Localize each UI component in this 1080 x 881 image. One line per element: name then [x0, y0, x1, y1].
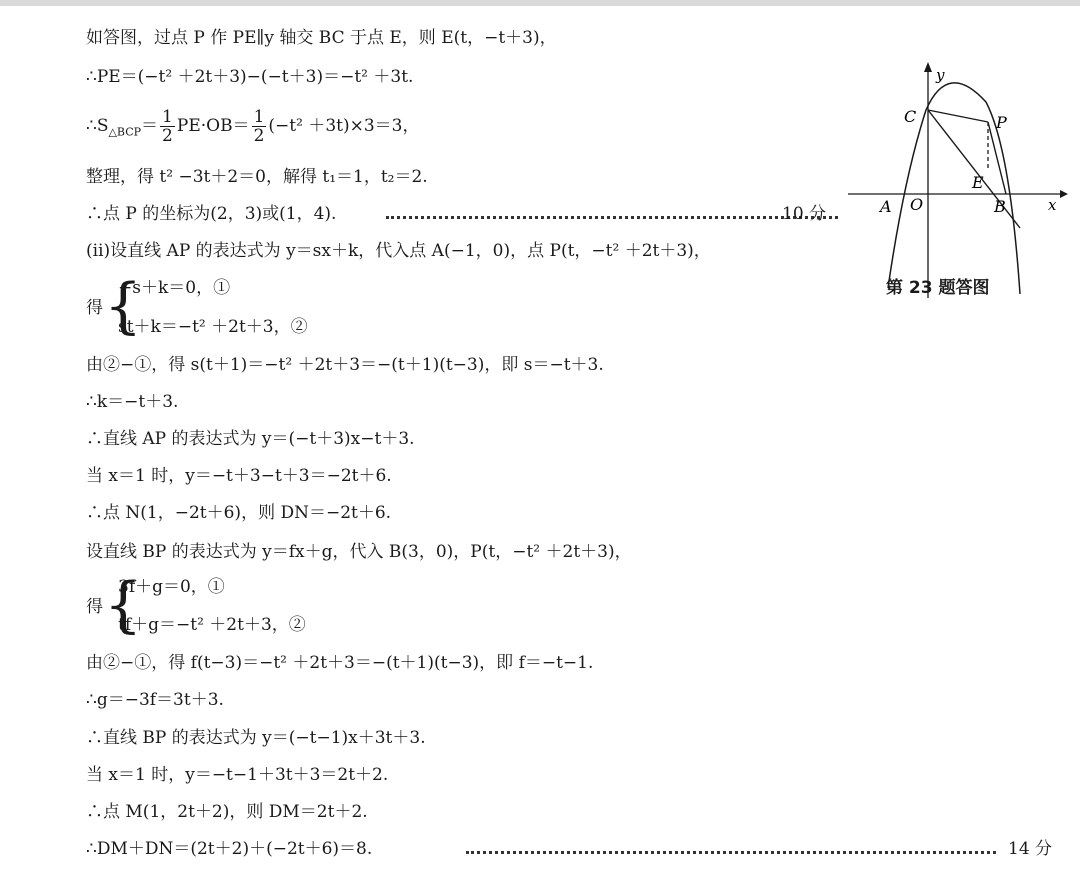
line-18: 当 x＝1 时，y＝−t−1＋3t＋3＝2t＋2.	[86, 765, 389, 785]
score-leader-dots-1	[386, 216, 838, 219]
line-8: 由②−①，得 s(t＋1)＝−t² ＋2t＋3＝−(t＋1)(t−3)，即 s＝−t＋3.	[86, 355, 604, 375]
system-2-eq1: 3f＋g＝0，①	[118, 577, 225, 597]
line-4: 整理，得 t² −3t＋2＝0，解得 t₁＝1，t₂＝2.	[86, 167, 428, 187]
label-c: C	[904, 107, 917, 126]
fraction-1	[160, 108, 175, 145]
label-p: P	[996, 113, 1007, 132]
label-x: x	[1048, 196, 1057, 214]
answer-figure	[848, 58, 1068, 298]
line-14-de: 得	[86, 597, 103, 617]
line-1: 如答图，过点 P 作 PE∥y 轴交 BC 于点 E，则 E(t，−t＋3)，	[86, 28, 557, 48]
line-15: 由②−①，得 f(t−3)＝−t² ＋2t＋3＝−(t＋1)(t−3)，即 f＝−t−1.	[86, 653, 594, 673]
x-axis-arrow	[1060, 190, 1068, 198]
line-16: ∴g＝−3f＝3t＋3.	[86, 690, 224, 710]
line-2: ∴PE＝(−t² ＋2t＋3)−(−t＋3)＝−t² ＋3t.	[86, 67, 414, 87]
fraction-1-num: 1	[162, 107, 173, 127]
line-5: ∴点 P 的坐标为(2，3)或(1，4).	[86, 204, 337, 224]
system-1-eq1: −s＋k＝0，①	[118, 278, 231, 298]
line-3-post: (−t² ＋3t)×3＝3，	[268, 116, 420, 136]
line-9: ∴k＝−t＋3.	[86, 392, 179, 412]
segment-cp	[928, 110, 988, 122]
line-13: 设直线 BP 的表达式为 y＝fx＋g，代入 B(3，0)，P(t，−t² ＋2t＋3)，	[86, 542, 632, 562]
fraction-2-num: 1	[253, 107, 265, 127]
system-1-eq2: st＋k＝−t² ＋2t＋3，②	[118, 317, 308, 337]
line-3-mid1: ＝	[141, 116, 159, 136]
line-11: 当 x＝1 时，y＝−t＋3−t＋3＝−2t＋6.	[86, 466, 392, 486]
score-leader-dots-2	[466, 851, 996, 854]
line-19: ∴点 M(1，2t＋2)，则 DM＝2t＋2.	[86, 802, 368, 822]
figure-caption: 第 23 题答图	[886, 278, 990, 298]
score-14: 14 分	[1008, 839, 1053, 859]
score-10: 10 分	[782, 204, 827, 224]
line-3-pre: ∴S	[86, 116, 109, 136]
line-3-mid2: PE·OB＝	[176, 116, 250, 136]
line-12: ∴点 N(1，−2t＋6)，则 DN＝−2t＋6.	[86, 503, 392, 523]
line-3-subscript: △BCP	[108, 125, 142, 139]
line-10: ∴直线 AP 的表达式为 y＝(−t＋3)x−t＋3.	[86, 429, 415, 449]
line-20: ∴DM＋DN＝(2t＋2)＋(−2t＋6)＝8.	[86, 839, 373, 859]
fraction-2-den: 2	[253, 126, 265, 146]
top-gray-bar	[0, 0, 1080, 6]
fraction-1-den: 2	[162, 126, 173, 146]
line-7-de: 得	[86, 298, 103, 318]
label-a: A	[880, 197, 892, 216]
fraction-2	[252, 108, 267, 145]
label-b: B	[994, 197, 1006, 216]
system-brace-1: {	[104, 271, 143, 341]
system-2-eq2: tf＋g＝−t² ＋2t＋3，②	[118, 615, 306, 635]
label-y: y	[936, 66, 945, 84]
label-e: E	[972, 173, 984, 192]
line-3	[86, 108, 419, 145]
y-axis-arrow	[924, 62, 932, 72]
line-17: ∴直线 BP 的表达式为 y＝(−t−1)x＋3t＋3.	[86, 728, 426, 748]
system-brace-2: {	[104, 570, 143, 640]
line-6: (ⅱ)设直线 AP 的表达式为 y＝sx＋k，代入点 A(−1，0)，点 P(t，−t² ＋2t＋3)，	[86, 241, 711, 261]
label-o: O	[910, 195, 924, 214]
